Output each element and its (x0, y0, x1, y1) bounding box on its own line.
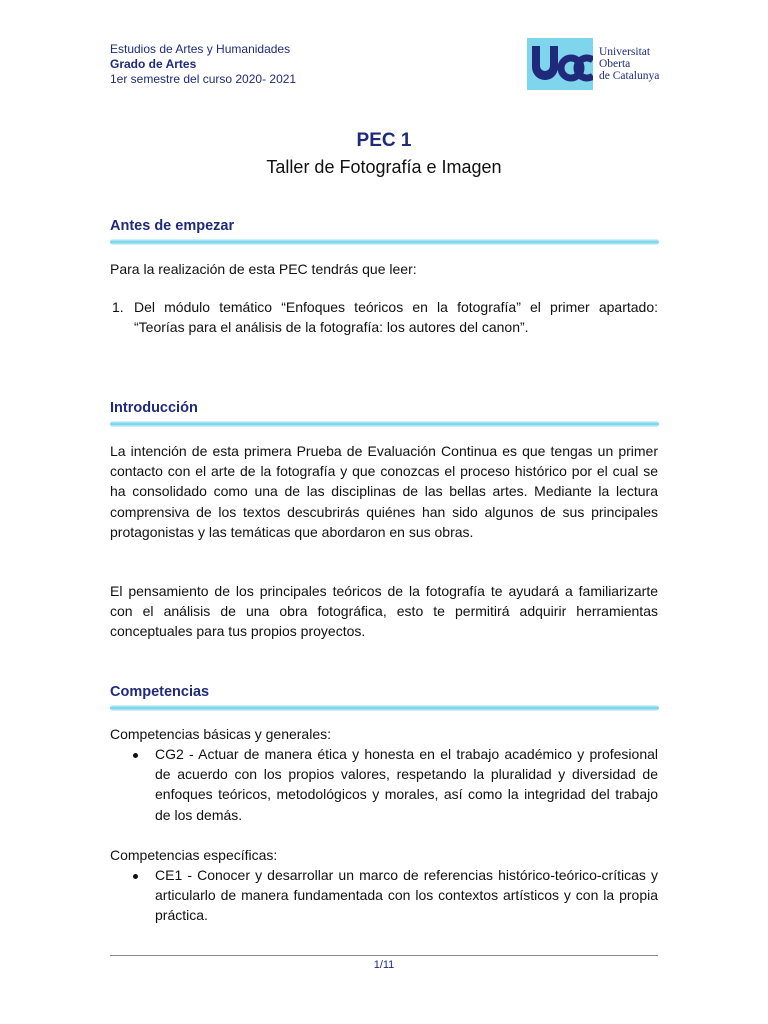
paragraph-antes-intro: Para la realización de esta PEC tendrás que leer: (110, 261, 417, 277)
paragraph-introduccion-2: El pensamiento de los principales teóricos de la fotografía te ayudará a familiarizarte con el análisis de una obra fotográfica, esto te permitirá adquirir herramientas conceptuales para tus propios proyectos. (110, 583, 658, 640)
logo-line-1: Universitat (599, 46, 651, 58)
list-number: 1. (112, 299, 124, 315)
page-number: 1/11 (373, 959, 395, 971)
section-heading-introduccion: Introducción (110, 400, 198, 416)
bullet-list-item (155, 744, 658, 825)
bullet-text: CG2 - Actuar de manera ética y honesta en el trabajo académico y profesional de acuerdo con los propios valores, respetando la pluralidad y diversidad de enfoques teóricos, metodológicos y morales, así como la integridad del trabajo de los demás. (155, 746, 658, 823)
competencias-basicas-label: Competencias básicas y generales: (110, 726, 332, 742)
document-header (110, 42, 296, 87)
semester-info: 1er semestre del curso 2020- 2021 (110, 72, 297, 86)
footer-rule (110, 955, 658, 956)
section-heading-competencias: Competencias (110, 684, 210, 700)
competencias-especificas-label: Competencias específicas: (110, 847, 278, 863)
uoc-letters-icon (527, 38, 593, 90)
uoc-logo (527, 38, 669, 90)
school-name: Estudios de Artes y Humanidades (110, 42, 291, 56)
document-subtitle: Taller de Fotografía e Imagen (266, 157, 502, 177)
bullet-text: CE1 - Conocer y desarrollar un marco de referencias histórico-teórico-críticas y articularlo de manera fundamentada con los contextos artísticos y con la propia práctica. (155, 867, 658, 924)
bullet-icon (133, 874, 138, 879)
numbered-list-item (112, 297, 658, 337)
bullet-icon (133, 753, 138, 758)
logo-line-3: de Catalunya (599, 70, 660, 82)
degree-name: Grado de Artes (110, 57, 197, 71)
section-rule (110, 705, 659, 711)
bullet-list-item (155, 865, 658, 926)
section-heading-antes: Antes de empezar (110, 218, 235, 234)
uoc-logo-mark (527, 38, 593, 90)
section-rule (110, 239, 659, 245)
document-title: PEC 1 (356, 130, 412, 151)
uoc-logo-text (599, 46, 659, 82)
paragraph-introduccion-1: La intención de esta primera Prueba de Evaluación Continua es que tengas un primer contacto con el arte de la fotografía y que conozcas el proceso histórico por el cual se ha consolidado como una de las disciplinas de las bellas artes. Mediante la lectura comprensiva de los textos descubrirás quiénes han sido algunos de sus principales protagonistas y las temáticas que abordaron en sus obras. (110, 443, 658, 540)
logo-line-2: Oberta (599, 58, 631, 70)
section-rule (110, 421, 659, 427)
list-item-text: Del módulo temático “Enfoques teóricos en la fotografía” el primer apartado: “Teorías para el análisis de la fotografía: los autores del canon”. (134, 299, 658, 336)
